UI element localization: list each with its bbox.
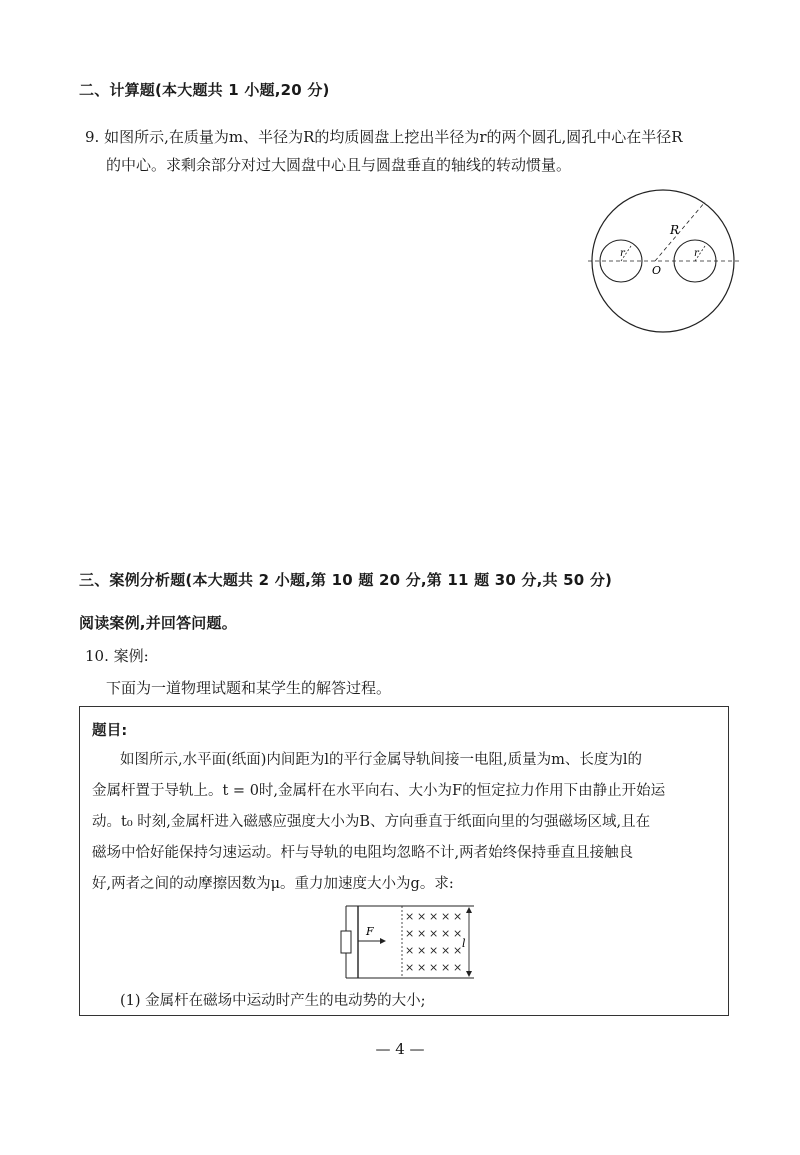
field-cross: × [405,961,415,974]
field-cross: × [429,944,439,957]
q10-label: 10. 案例: [85,647,149,665]
resistor [341,931,351,953]
field-cross: × [417,944,427,957]
field-cross: × [441,910,451,923]
q9-text-line-1: 9. 如图所示,在质量为m、半径为R的均质圆盘上挖出半径为r的两个圆孔,圆孔中心在半径R [85,128,683,146]
force-arrow-head [380,938,386,944]
label-R: R [670,223,680,237]
field-cross: × [453,961,463,974]
problem-line-3: 动。t₀ 时刻,金属杆进入磁感应强度大小为B、方向垂直于纸面向里的匀强磁场区域,且在 [92,814,651,830]
section-2-title: 二、计算题(本大题共 1 小题,20 分) [79,81,330,99]
magnetic-field-crosses [405,910,462,974]
problem-box [79,706,729,1016]
field-cross: × [417,927,427,940]
field-cross: × [405,944,415,957]
field-cross: × [405,927,415,940]
problem-line-1: 如图所示,水平面(纸面)内间距为l的平行金属导轨间接一电阻,质量为m、长度为l的 [120,752,643,768]
sub-question-1: (1) 金属杆在磁场中运动时产生的电动势的大小; [120,993,426,1009]
section-3-instruction: 阅读案例,并回答问题。 [79,614,237,632]
field-cross: × [429,961,439,974]
field-cross: × [429,927,439,940]
label-O: O [652,264,662,277]
problem-heading: 题目: [92,723,128,739]
q10-intro: 下面为一道物理试题和某学生的解答过程。 [106,679,392,697]
field-cross: × [453,944,463,957]
label-r-right: r [694,248,699,259]
problem-line-4: 磁场中恰好能保持匀速运动。杆与导轨的电阻均忽略不计,两者始终保持垂直且接触良 [92,845,634,861]
field-cross: × [405,910,415,923]
field-cross: × [441,927,451,940]
field-cross: × [441,944,451,957]
q9-text-line-2: 的中心。求剩余部分对过大圆盘中心且与圆盘垂直的轴线的转动惯量。 [106,156,572,174]
rail-figure [332,903,482,981]
field-cross: × [453,910,463,923]
field-cross: × [453,927,463,940]
label-l: l [462,937,466,950]
field-cross: × [417,961,427,974]
field-cross: × [429,910,439,923]
label-F: F [366,925,374,938]
field-cross: × [417,910,427,923]
label-r-left: r [620,248,625,259]
section-3-title: 三、案例分析题(本大题共 2 小题,第 10 题 20 分,第 11 题 30 分,共 50 分) [79,571,613,589]
field-cross: × [441,961,451,974]
problem-line-5: 好,两者之间的动摩擦因数为μ。重力加速度大小为g。求: [92,876,454,892]
disk-figure [584,186,744,336]
page-number: — 4 — [375,1040,425,1058]
large-disk-outline [592,190,734,332]
problem-line-2: 金属杆置于导轨上。t = 0时,金属杆在水平向右、大小为F的恒定拉力作用下由静止开始运 [92,783,666,799]
